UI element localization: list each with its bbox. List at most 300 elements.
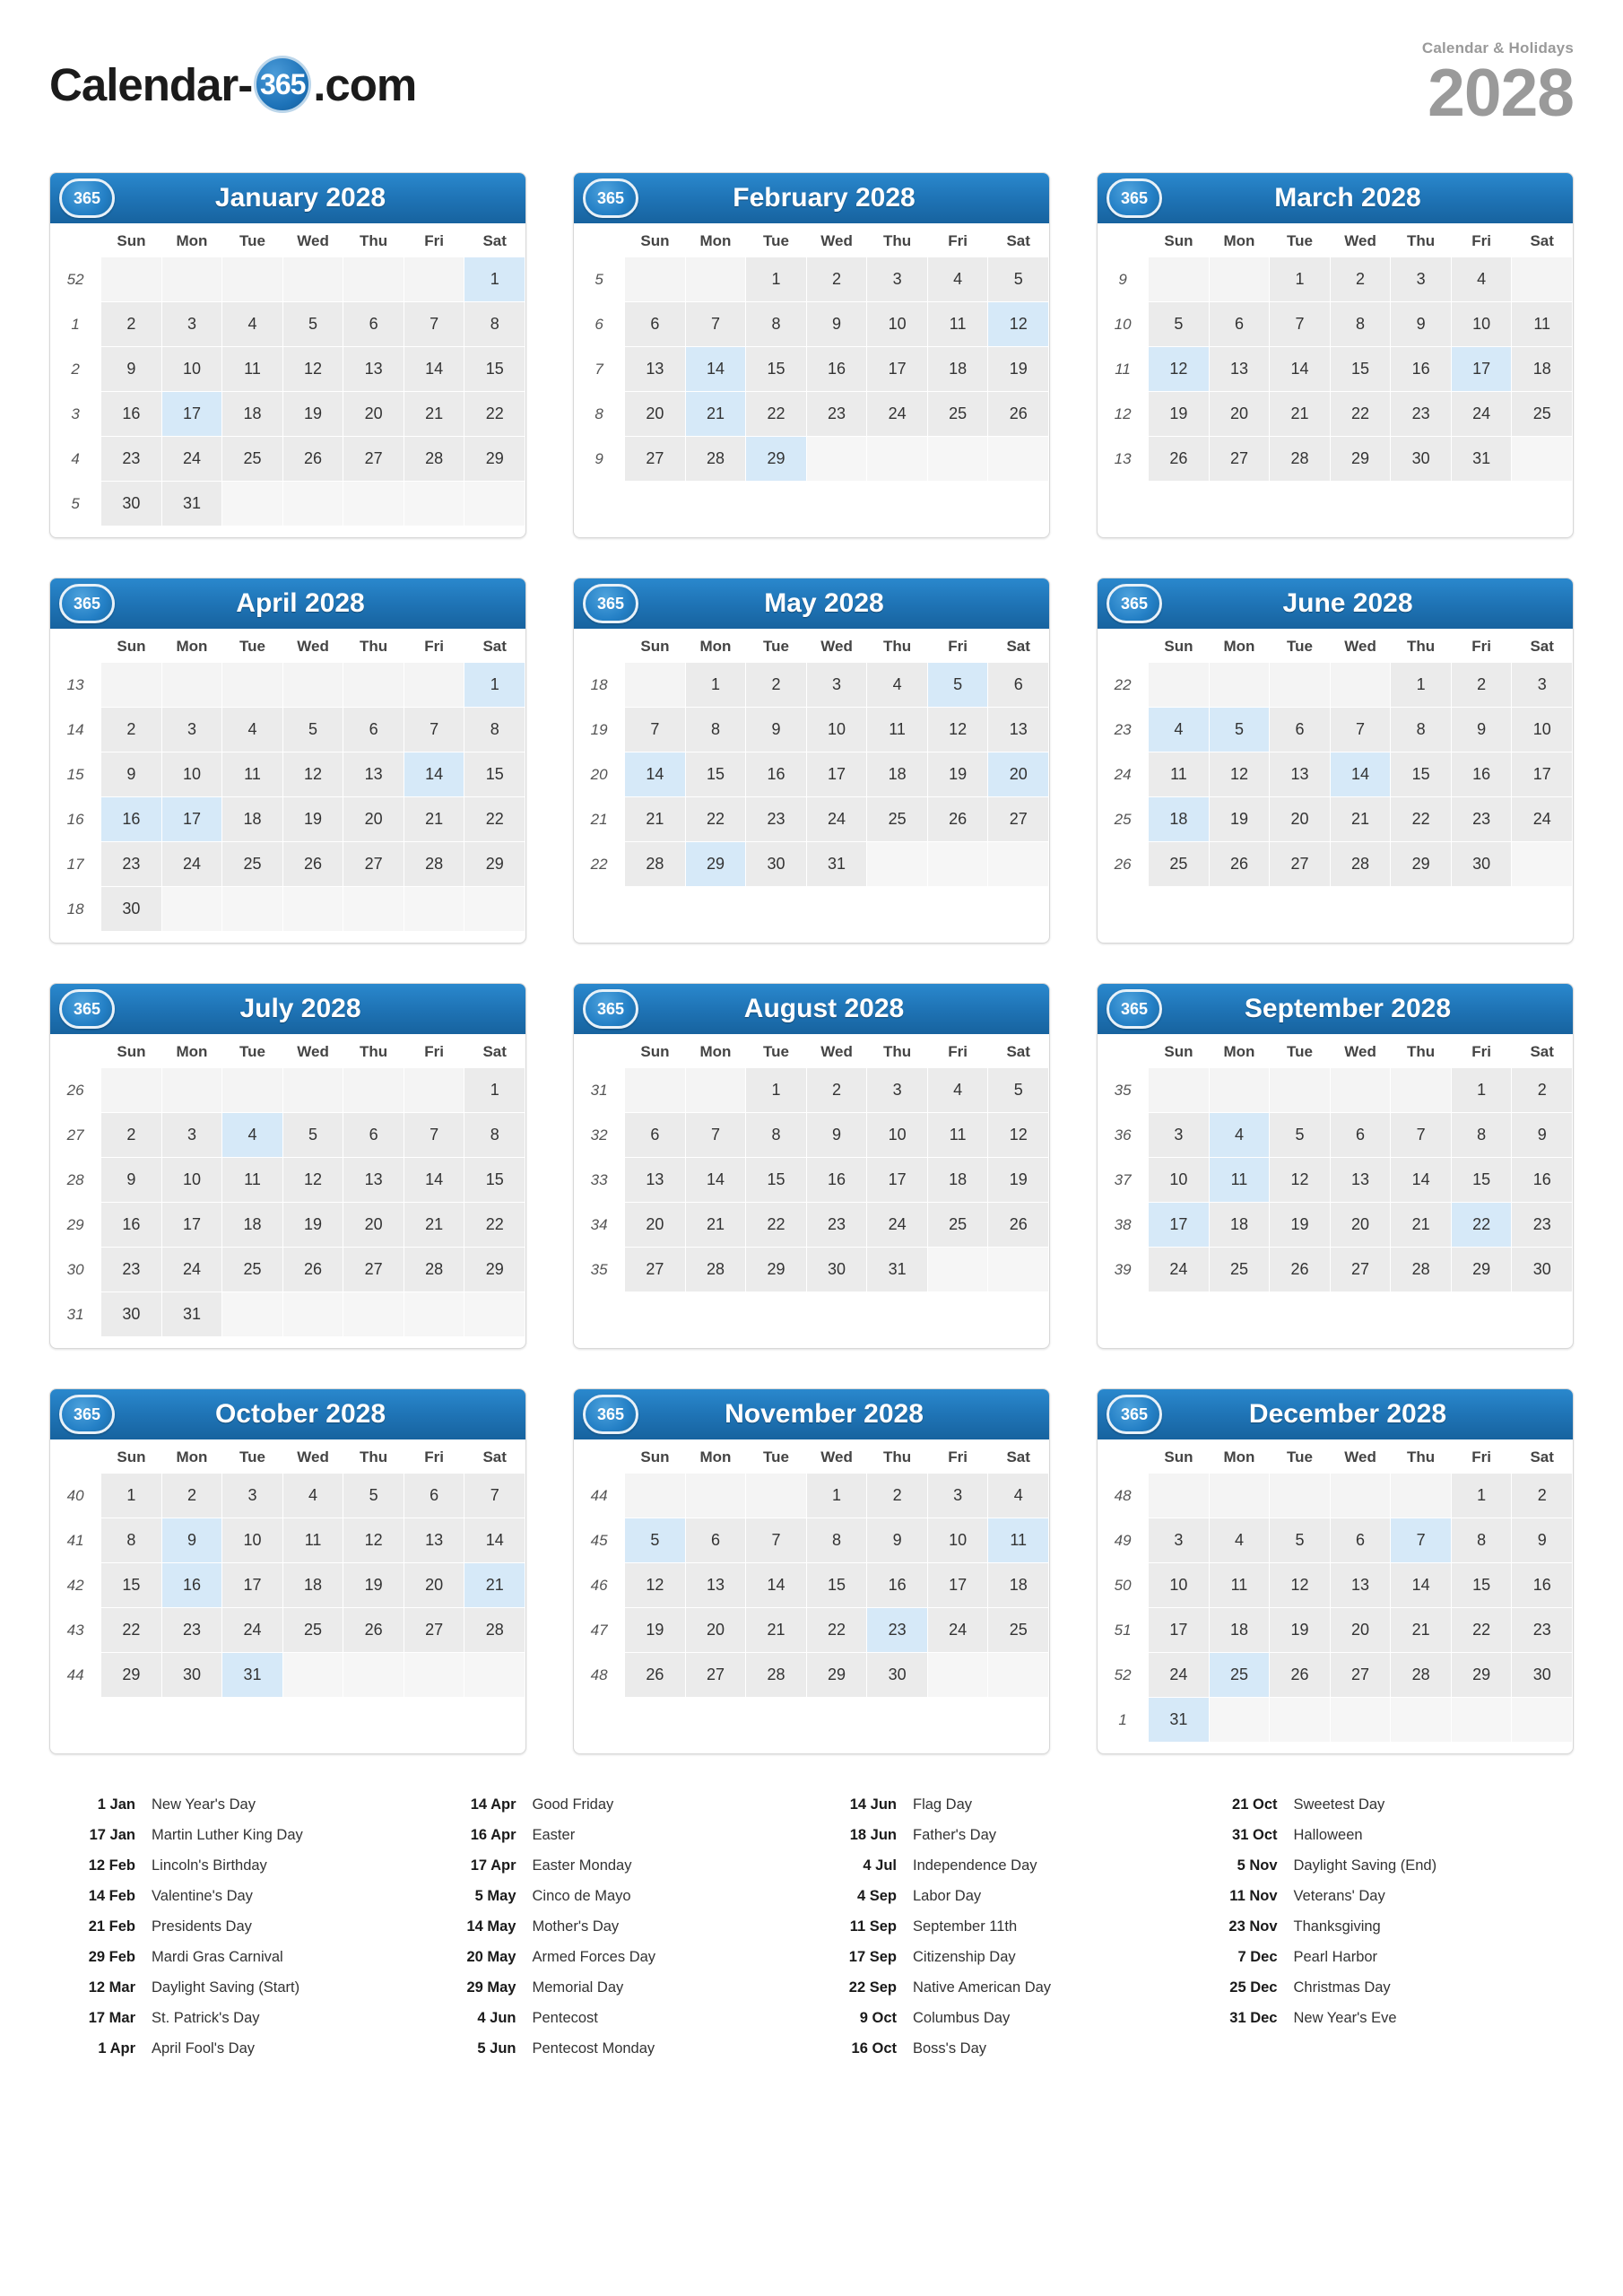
list-item[interactable]	[450, 1882, 794, 1912]
day-cell[interactable]: 24	[161, 437, 222, 482]
day-cell[interactable]: 11	[222, 1158, 283, 1203]
day-cell[interactable]: 18	[867, 752, 928, 797]
day-cell[interactable]: 13	[1330, 1563, 1391, 1608]
list-item[interactable]	[1211, 1790, 1555, 1821]
day-cell[interactable]: 28	[404, 1248, 464, 1292]
day-cell[interactable]: 30	[101, 887, 162, 932]
day-cell[interactable]: 5	[1270, 1518, 1331, 1563]
day-cell[interactable]: 4	[867, 663, 928, 708]
day-cell[interactable]: 22	[1451, 1203, 1512, 1248]
day-cell[interactable]: 22	[464, 797, 525, 842]
day-cell[interactable]: 10	[1149, 1563, 1210, 1608]
day-cell[interactable]: 3	[867, 257, 928, 302]
day-cell[interactable]: 23	[161, 1608, 222, 1653]
day-cell[interactable]: 7	[685, 302, 746, 347]
day-cell[interactable]: 26	[343, 1608, 404, 1653]
day-cell[interactable]: 4	[222, 1113, 283, 1158]
day-cell[interactable]: 2	[1512, 1068, 1573, 1113]
day-cell[interactable]: 20	[404, 1563, 464, 1608]
day-cell[interactable]: 30	[161, 1653, 222, 1698]
day-cell[interactable]: 2	[101, 1113, 162, 1158]
day-cell[interactable]: 4	[282, 1474, 343, 1518]
list-item[interactable]	[830, 1821, 1174, 1851]
day-cell[interactable]: 21	[1391, 1203, 1452, 1248]
day-cell[interactable]: 6	[685, 1518, 746, 1563]
day-cell[interactable]: 1	[464, 257, 525, 302]
day-cell[interactable]: 19	[927, 752, 988, 797]
day-cell[interactable]: 25	[1209, 1653, 1270, 1698]
list-item[interactable]	[1211, 1973, 1555, 2004]
day-cell[interactable]: 31	[161, 482, 222, 526]
day-cell[interactable]: 3	[1149, 1518, 1210, 1563]
day-cell[interactable]: 18	[1512, 347, 1573, 392]
day-cell[interactable]: 24	[867, 1203, 928, 1248]
day-cell[interactable]: 30	[1391, 437, 1452, 482]
day-cell[interactable]: 3	[161, 302, 222, 347]
day-cell[interactable]: 20	[1330, 1203, 1391, 1248]
day-cell[interactable]: 7	[1270, 302, 1331, 347]
day-cell[interactable]: 17	[161, 1203, 222, 1248]
day-cell[interactable]: 18	[1209, 1203, 1270, 1248]
day-cell[interactable]: 9	[101, 1158, 162, 1203]
day-cell[interactable]: 18	[927, 347, 988, 392]
day-cell[interactable]: 29	[464, 842, 525, 887]
day-cell[interactable]: 20	[1209, 392, 1270, 437]
day-cell[interactable]: 25	[222, 437, 283, 482]
day-cell[interactable]: 24	[1451, 392, 1512, 437]
list-item[interactable]	[450, 1973, 794, 2004]
day-cell[interactable]: 28	[404, 842, 464, 887]
list-item[interactable]	[69, 1851, 412, 1882]
day-cell[interactable]: 25	[927, 392, 988, 437]
day-cell[interactable]: 27	[1330, 1653, 1391, 1698]
day-cell[interactable]: 19	[988, 1158, 1049, 1203]
day-cell[interactable]: 23	[746, 797, 807, 842]
day-cell[interactable]: 24	[1149, 1653, 1210, 1698]
list-item[interactable]	[1211, 1851, 1555, 1882]
day-cell[interactable]: 10	[1451, 302, 1512, 347]
day-cell[interactable]: 31	[1149, 1698, 1210, 1743]
day-cell[interactable]: 12	[1270, 1158, 1331, 1203]
day-cell[interactable]: 5	[927, 663, 988, 708]
day-cell[interactable]: 11	[1209, 1158, 1270, 1203]
day-cell[interactable]: 9	[1512, 1113, 1573, 1158]
day-cell[interactable]: 4	[1451, 257, 1512, 302]
day-cell[interactable]: 13	[988, 708, 1049, 752]
day-cell[interactable]: 5	[343, 1474, 404, 1518]
day-cell[interactable]: 12	[282, 1158, 343, 1203]
day-cell[interactable]: 13	[625, 347, 686, 392]
day-cell[interactable]: 23	[101, 1248, 162, 1292]
day-cell[interactable]: 12	[282, 347, 343, 392]
day-cell[interactable]: 26	[927, 797, 988, 842]
day-cell[interactable]: 24	[161, 842, 222, 887]
day-cell[interactable]: 11	[1149, 752, 1210, 797]
day-cell[interactable]: 14	[464, 1518, 525, 1563]
list-item[interactable]	[69, 1821, 412, 1851]
day-cell[interactable]: 6	[625, 302, 686, 347]
day-cell[interactable]: 25	[1209, 1248, 1270, 1292]
day-cell[interactable]: 14	[404, 347, 464, 392]
day-cell[interactable]: 8	[464, 1113, 525, 1158]
day-cell[interactable]: 31	[1451, 437, 1512, 482]
day-cell[interactable]: 16	[1391, 347, 1452, 392]
day-cell[interactable]: 3	[927, 1474, 988, 1518]
day-cell[interactable]: 25	[1149, 842, 1210, 887]
day-cell[interactable]: 16	[161, 1563, 222, 1608]
day-cell[interactable]: 7	[685, 1113, 746, 1158]
list-item[interactable]	[830, 2034, 1174, 2065]
day-cell[interactable]: 12	[625, 1563, 686, 1608]
list-item[interactable]	[1211, 1912, 1555, 1943]
day-cell[interactable]: 11	[927, 1113, 988, 1158]
day-cell[interactable]: 7	[404, 302, 464, 347]
list-item[interactable]	[450, 2034, 794, 2065]
list-item[interactable]	[830, 2004, 1174, 2034]
list-item[interactable]	[830, 1943, 1174, 1973]
day-cell[interactable]: 6	[988, 663, 1049, 708]
day-cell[interactable]: 25	[988, 1608, 1049, 1653]
day-cell[interactable]: 19	[1149, 392, 1210, 437]
day-cell[interactable]: 11	[988, 1518, 1049, 1563]
day-cell[interactable]: 20	[1270, 797, 1331, 842]
day-cell[interactable]: 23	[806, 392, 867, 437]
day-cell[interactable]: 6	[343, 1113, 404, 1158]
day-cell[interactable]: 26	[1270, 1653, 1331, 1698]
day-cell[interactable]: 4	[222, 708, 283, 752]
day-cell[interactable]: 13	[1209, 347, 1270, 392]
day-cell[interactable]: 21	[746, 1608, 807, 1653]
day-cell[interactable]: 1	[1391, 663, 1452, 708]
day-cell[interactable]: 8	[1391, 708, 1452, 752]
day-cell[interactable]: 17	[222, 1563, 283, 1608]
day-cell[interactable]: 3	[867, 1068, 928, 1113]
day-cell[interactable]: 5	[1270, 1113, 1331, 1158]
list-item[interactable]	[830, 1882, 1174, 1912]
day-cell[interactable]: 6	[404, 1474, 464, 1518]
day-cell[interactable]: 26	[988, 1203, 1049, 1248]
day-cell[interactable]: 11	[1209, 1563, 1270, 1608]
day-cell[interactable]: 10	[806, 708, 867, 752]
day-cell[interactable]: 9	[161, 1518, 222, 1563]
day-cell[interactable]: 18	[222, 392, 283, 437]
day-cell[interactable]: 21	[625, 797, 686, 842]
day-cell[interactable]: 21	[1391, 1608, 1452, 1653]
day-cell[interactable]: 29	[746, 437, 807, 482]
day-cell[interactable]: 24	[867, 392, 928, 437]
day-cell[interactable]: 29	[464, 437, 525, 482]
day-cell[interactable]: 12	[282, 752, 343, 797]
day-cell[interactable]: 31	[867, 1248, 928, 1292]
list-item[interactable]	[450, 1943, 794, 1973]
day-cell[interactable]: 2	[161, 1474, 222, 1518]
day-cell[interactable]: 25	[282, 1608, 343, 1653]
day-cell[interactable]: 25	[927, 1203, 988, 1248]
day-cell[interactable]: 14	[404, 752, 464, 797]
day-cell[interactable]: 7	[1391, 1518, 1452, 1563]
day-cell[interactable]: 13	[343, 347, 404, 392]
day-cell[interactable]: 28	[404, 437, 464, 482]
day-cell[interactable]: 1	[101, 1474, 162, 1518]
day-cell[interactable]: 23	[867, 1608, 928, 1653]
day-cell[interactable]: 12	[927, 708, 988, 752]
day-cell[interactable]: 4	[1209, 1518, 1270, 1563]
day-cell[interactable]: 25	[222, 1248, 283, 1292]
day-cell[interactable]: 11	[222, 347, 283, 392]
day-cell[interactable]: 13	[404, 1518, 464, 1563]
day-cell[interactable]: 19	[1209, 797, 1270, 842]
day-cell[interactable]: 29	[685, 842, 746, 887]
day-cell[interactable]: 25	[1512, 392, 1573, 437]
day-cell[interactable]: 11	[867, 708, 928, 752]
day-cell[interactable]: 19	[625, 1608, 686, 1653]
day-cell[interactable]: 17	[1149, 1203, 1210, 1248]
day-cell[interactable]: 26	[625, 1653, 686, 1698]
day-cell[interactable]: 10	[161, 347, 222, 392]
day-cell[interactable]: 9	[806, 1113, 867, 1158]
day-cell[interactable]: 10	[161, 752, 222, 797]
day-cell[interactable]: 1	[1270, 257, 1331, 302]
day-cell[interactable]: 22	[746, 1203, 807, 1248]
day-cell[interactable]: 21	[685, 1203, 746, 1248]
day-cell[interactable]: 7	[464, 1474, 525, 1518]
day-cell[interactable]: 15	[746, 347, 807, 392]
day-cell[interactable]: 16	[1512, 1563, 1573, 1608]
day-cell[interactable]: 22	[1391, 797, 1452, 842]
day-cell[interactable]: 14	[1330, 752, 1391, 797]
day-cell[interactable]: 18	[927, 1158, 988, 1203]
day-cell[interactable]: 9	[101, 752, 162, 797]
day-cell[interactable]: 5	[282, 1113, 343, 1158]
list-item[interactable]	[1211, 1943, 1555, 1973]
day-cell[interactable]: 19	[343, 1563, 404, 1608]
day-cell[interactable]: 12	[988, 302, 1049, 347]
day-cell[interactable]: 11	[927, 302, 988, 347]
day-cell[interactable]: 17	[867, 347, 928, 392]
day-cell[interactable]: 18	[988, 1563, 1049, 1608]
day-cell[interactable]: 20	[988, 752, 1049, 797]
day-cell[interactable]: 30	[101, 482, 162, 526]
day-cell[interactable]: 2	[101, 708, 162, 752]
day-cell[interactable]: 27	[625, 1248, 686, 1292]
day-cell[interactable]: 4	[1209, 1113, 1270, 1158]
day-cell[interactable]: 24	[927, 1608, 988, 1653]
day-cell[interactable]: 29	[806, 1653, 867, 1698]
day-cell[interactable]: 23	[1451, 797, 1512, 842]
day-cell[interactable]: 10	[1149, 1158, 1210, 1203]
day-cell[interactable]: 30	[1512, 1653, 1573, 1698]
day-cell[interactable]: 28	[1330, 842, 1391, 887]
day-cell[interactable]: 30	[867, 1653, 928, 1698]
list-item[interactable]	[830, 1790, 1174, 1821]
day-cell[interactable]: 23	[101, 842, 162, 887]
day-cell[interactable]: 7	[404, 1113, 464, 1158]
day-cell[interactable]: 17	[161, 797, 222, 842]
day-cell[interactable]: 21	[1330, 797, 1391, 842]
day-cell[interactable]: 13	[1270, 752, 1331, 797]
day-cell[interactable]: 1	[1451, 1068, 1512, 1113]
list-item[interactable]	[830, 1851, 1174, 1882]
day-cell[interactable]: 26	[1209, 842, 1270, 887]
day-cell[interactable]: 6	[1270, 708, 1331, 752]
day-cell[interactable]: 3	[161, 708, 222, 752]
day-cell[interactable]: 8	[746, 1113, 807, 1158]
day-cell[interactable]: 27	[1330, 1248, 1391, 1292]
day-cell[interactable]: 16	[806, 1158, 867, 1203]
list-item[interactable]	[830, 1973, 1174, 2004]
day-cell[interactable]: 13	[343, 1158, 404, 1203]
day-cell[interactable]: 28	[746, 1653, 807, 1698]
day-cell[interactable]: 23	[1391, 392, 1452, 437]
day-cell[interactable]: 5	[282, 302, 343, 347]
day-cell[interactable]: 8	[806, 1518, 867, 1563]
day-cell[interactable]: 26	[282, 842, 343, 887]
list-item[interactable]	[450, 1912, 794, 1943]
day-cell[interactable]: 14	[404, 1158, 464, 1203]
day-cell[interactable]: 15	[806, 1563, 867, 1608]
day-cell[interactable]: 15	[464, 1158, 525, 1203]
day-cell[interactable]: 8	[464, 302, 525, 347]
day-cell[interactable]: 28	[625, 842, 686, 887]
list-item[interactable]	[69, 1943, 412, 1973]
day-cell[interactable]: 15	[746, 1158, 807, 1203]
list-item[interactable]	[450, 2004, 794, 2034]
day-cell[interactable]: 13	[685, 1563, 746, 1608]
day-cell[interactable]: 13	[343, 752, 404, 797]
list-item[interactable]	[69, 1973, 412, 2004]
day-cell[interactable]: 15	[1330, 347, 1391, 392]
day-cell[interactable]: 30	[806, 1248, 867, 1292]
day-cell[interactable]: 20	[1330, 1608, 1391, 1653]
day-cell[interactable]: 24	[806, 797, 867, 842]
day-cell[interactable]: 12	[343, 1518, 404, 1563]
day-cell[interactable]: 22	[464, 392, 525, 437]
day-cell[interactable]: 30	[101, 1292, 162, 1337]
day-cell[interactable]: 16	[867, 1563, 928, 1608]
day-cell[interactable]: 15	[1451, 1563, 1512, 1608]
day-cell[interactable]: 27	[1209, 437, 1270, 482]
day-cell[interactable]: 25	[867, 797, 928, 842]
day-cell[interactable]: 2	[746, 663, 807, 708]
day-cell[interactable]: 4	[927, 257, 988, 302]
day-cell[interactable]: 6	[1330, 1113, 1391, 1158]
day-cell[interactable]: 18	[222, 1203, 283, 1248]
day-cell[interactable]: 6	[1209, 302, 1270, 347]
day-cell[interactable]: 16	[101, 392, 162, 437]
day-cell[interactable]: 8	[1451, 1113, 1512, 1158]
day-cell[interactable]: 16	[1451, 752, 1512, 797]
day-cell[interactable]: 17	[1451, 347, 1512, 392]
day-cell[interactable]: 1	[685, 663, 746, 708]
day-cell[interactable]: 29	[1451, 1248, 1512, 1292]
day-cell[interactable]: 15	[1391, 752, 1452, 797]
day-cell[interactable]: 22	[746, 392, 807, 437]
day-cell[interactable]: 14	[685, 347, 746, 392]
day-cell[interactable]: 17	[1149, 1608, 1210, 1653]
day-cell[interactable]: 10	[222, 1518, 283, 1563]
day-cell[interactable]: 9	[1391, 302, 1452, 347]
day-cell[interactable]: 1	[806, 1474, 867, 1518]
day-cell[interactable]: 6	[343, 302, 404, 347]
day-cell[interactable]: 28	[464, 1608, 525, 1653]
day-cell[interactable]: 29	[746, 1248, 807, 1292]
day-cell[interactable]: 21	[685, 392, 746, 437]
list-item[interactable]	[69, 2004, 412, 2034]
list-item[interactable]	[1211, 1821, 1555, 1851]
day-cell[interactable]: 28	[1270, 437, 1331, 482]
day-cell[interactable]: 10	[927, 1518, 988, 1563]
day-cell[interactable]: 8	[685, 708, 746, 752]
day-cell[interactable]: 26	[1270, 1248, 1331, 1292]
day-cell[interactable]: 8	[101, 1518, 162, 1563]
day-cell[interactable]: 27	[343, 437, 404, 482]
day-cell[interactable]: 14	[625, 752, 686, 797]
list-item[interactable]	[69, 1912, 412, 1943]
day-cell[interactable]: 15	[685, 752, 746, 797]
day-cell[interactable]: 26	[988, 392, 1049, 437]
site-logo[interactable]	[49, 56, 416, 113]
day-cell[interactable]: 15	[464, 347, 525, 392]
day-cell[interactable]: 9	[1451, 708, 1512, 752]
list-item[interactable]	[69, 1882, 412, 1912]
day-cell[interactable]: 31	[806, 842, 867, 887]
day-cell[interactable]: 15	[1451, 1158, 1512, 1203]
day-cell[interactable]: 27	[625, 437, 686, 482]
day-cell[interactable]: 28	[1391, 1653, 1452, 1698]
day-cell[interactable]: 23	[101, 437, 162, 482]
day-cell[interactable]: 5	[282, 708, 343, 752]
day-cell[interactable]: 20	[625, 392, 686, 437]
day-cell[interactable]: 2	[867, 1474, 928, 1518]
day-cell[interactable]: 3	[1391, 257, 1452, 302]
day-cell[interactable]: 29	[464, 1248, 525, 1292]
list-item[interactable]	[69, 2034, 412, 2065]
day-cell[interactable]: 17	[806, 752, 867, 797]
list-item[interactable]	[1211, 1882, 1555, 1912]
day-cell[interactable]: 31	[222, 1653, 283, 1698]
day-cell[interactable]: 20	[625, 1203, 686, 1248]
day-cell[interactable]: 5	[988, 1068, 1049, 1113]
day-cell[interactable]: 20	[343, 1203, 404, 1248]
day-cell[interactable]: 22	[101, 1608, 162, 1653]
day-cell[interactable]: 5	[1209, 708, 1270, 752]
day-cell[interactable]: 23	[1512, 1608, 1573, 1653]
day-cell[interactable]: 29	[1451, 1653, 1512, 1698]
list-item[interactable]	[69, 1790, 412, 1821]
day-cell[interactable]: 19	[282, 797, 343, 842]
day-cell[interactable]: 1	[464, 663, 525, 708]
day-cell[interactable]: 2	[806, 1068, 867, 1113]
day-cell[interactable]: 27	[1270, 842, 1331, 887]
day-cell[interactable]: 11	[282, 1518, 343, 1563]
day-cell[interactable]: 5	[625, 1518, 686, 1563]
day-cell[interactable]: 2	[101, 302, 162, 347]
day-cell[interactable]: 21	[1270, 392, 1331, 437]
day-cell[interactable]: 9	[867, 1518, 928, 1563]
day-cell[interactable]: 6	[1330, 1518, 1391, 1563]
day-cell[interactable]: 10	[1512, 708, 1573, 752]
day-cell[interactable]: 3	[1512, 663, 1573, 708]
day-cell[interactable]: 29	[1391, 842, 1452, 887]
day-cell[interactable]: 15	[101, 1563, 162, 1608]
day-cell[interactable]: 9	[746, 708, 807, 752]
day-cell[interactable]: 18	[1209, 1608, 1270, 1653]
day-cell[interactable]: 29	[101, 1653, 162, 1698]
day-cell[interactable]: 16	[101, 797, 162, 842]
day-cell[interactable]: 8	[1330, 302, 1391, 347]
day-cell[interactable]: 14	[685, 1158, 746, 1203]
day-cell[interactable]: 3	[806, 663, 867, 708]
